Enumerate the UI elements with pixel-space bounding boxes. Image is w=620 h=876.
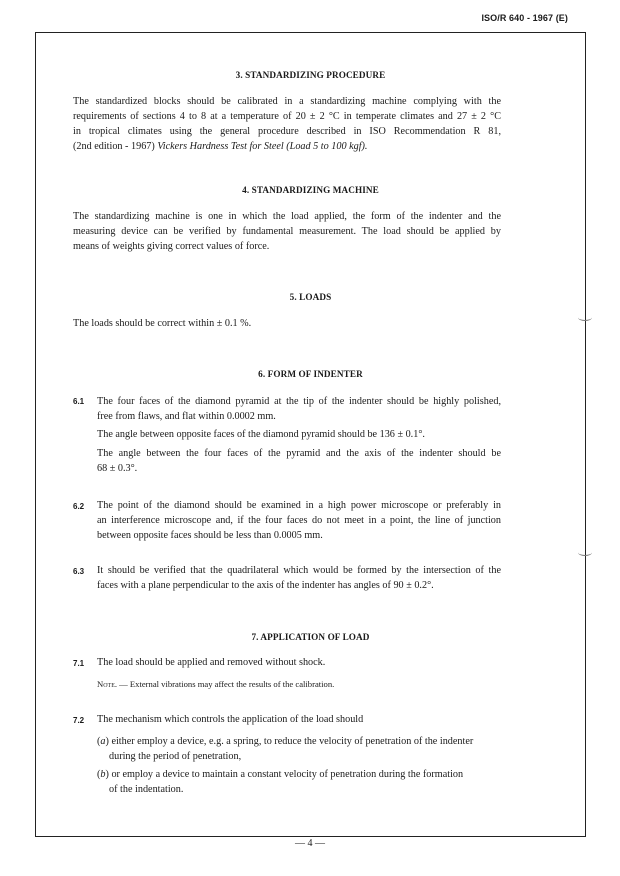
item-b [97, 767, 501, 797]
clause-6-2-line-2: an interference microscope and, if the four faces do not meet in a point, the line of junction [97, 515, 501, 526]
margin-mark [578, 314, 592, 321]
section-4-line-3: means of weights giving correct values of force. [73, 241, 270, 252]
clause-6-1-axis [97, 446, 501, 476]
axis-line-2: 68 ± 0.3°. [97, 463, 138, 474]
angle-text: The angle between opposite faces of the diamond pyramid should be 136 ± 0.1°. [97, 429, 425, 440]
section-3-paragraph [73, 94, 501, 154]
edition-text: (2nd edition - 1967) [73, 141, 158, 152]
clause-6-1-angle [97, 427, 501, 442]
clause-6-3-line-1: It should be verified that the quadrilateral which would be formed by the intersection of the [97, 565, 501, 576]
clause-6-1-line-2: free from flaws, and flat within 0.0002 mm. [97, 411, 276, 422]
item-a-line-2: during the period of penetration, [109, 751, 242, 762]
note-label: Note. [97, 679, 118, 689]
item-a [97, 734, 501, 764]
section-4-heading: 4. STANDARDIZING MACHINE [242, 185, 379, 195]
clause-7-2-number: 7.2 [73, 716, 85, 725]
item-b-label: b [100, 769, 106, 780]
item-a-line-1: (a) either employ a device, e.g. a spring, to reduce the velocity of penetration of the indenter [97, 736, 474, 747]
clause-6-3-paragraph [97, 563, 501, 593]
clause-6-2-line-1: The point of the diamond should be examined in a high power microscope or preferably in [97, 500, 501, 511]
item-b-line-1: (b) or employ a device to maintain a constant velocity of penetration during the formation [97, 769, 464, 780]
vickers-title: Vickers Hardness Test for Steel (Load 5 to 100 kgf). [157, 141, 368, 152]
clause-6-1-paragraph [97, 394, 501, 424]
section-4-paragraph [73, 209, 501, 254]
section-3-heading: 3. STANDARDIZING PROCEDURE [235, 70, 386, 80]
document-header: ISO/R 640 - 1967 (E) [481, 13, 568, 23]
clause-6-2-paragraph [97, 498, 501, 543]
item-b-line-2: of the indentation. [109, 784, 184, 795]
section-3-line-3: in tropical climates using the general procedure described in ISO Recommendation R 81, [73, 126, 501, 137]
clause-6-3-number: 6.3 [73, 567, 85, 576]
clause-7-1-text: The load should be applied and removed without shock. [97, 657, 326, 668]
section-3-line-1: The standardized blocks should be calibrated in a standardizing machine complying with the [73, 96, 501, 107]
section-3-line-4 [73, 139, 501, 154]
clause-6-3-line-2: faces with a plane perpendicular to the axis of the indenter has angles of 90 ± 0.2°. [97, 580, 434, 591]
clause-7-1-paragraph [97, 655, 501, 670]
clause-7-2-text: The mechanism which controls the application of the load should [97, 714, 364, 725]
section-7-heading: 7. APPLICATION OF LOAD [251, 632, 370, 642]
item-a-text: ) either employ a device, e.g. a spring, to reduce the velocity of penetration of the indenter [105, 736, 474, 747]
calibration-note [97, 679, 334, 689]
axis-line-1: The angle between the four faces of the pyramid and the axis of the indenter should be [97, 448, 501, 459]
section-6-heading: 6. FORM OF INDENTER [258, 369, 363, 379]
section-4-line-2: measuring device can be verified by fundamental measurement. The load should be applied by [73, 226, 501, 237]
section-5-heading: 5. LOADS [289, 292, 332, 302]
clause-6-2-number: 6.2 [73, 502, 85, 511]
note-text: — External vibrations may affect the results of the calibration. [117, 679, 335, 689]
clause-6-2-line-3: between opposite faces should be less than 0.0005 mm. [97, 530, 323, 541]
clause-6-1-line-1: The four faces of the diamond pyramid at the tip of the indenter should be highly polished, [97, 396, 501, 407]
section-3-line-2: requirements of sections 4 to 8 at a temperature of 20 ± 2 °C in temperate climates and 27 ± 2 °C [73, 111, 501, 122]
section-4-line-1: The standardizing machine is one in which the load applied, the form of the indenter and the [73, 211, 501, 222]
clause-7-1-number: 7.1 [73, 659, 85, 668]
loads-text: The loads should be correct within ± 0.1 %. [73, 318, 252, 329]
clause-6-1-number: 6.1 [73, 397, 85, 406]
item-a-label: a [100, 736, 106, 747]
clause-7-2-paragraph [97, 712, 501, 727]
item-b-text: ) or employ a device to maintain a constant velocity of penetration during the formation [105, 769, 464, 780]
margin-mark [578, 549, 592, 556]
page-number: — 4 — [295, 838, 325, 849]
section-5-paragraph [73, 316, 501, 331]
